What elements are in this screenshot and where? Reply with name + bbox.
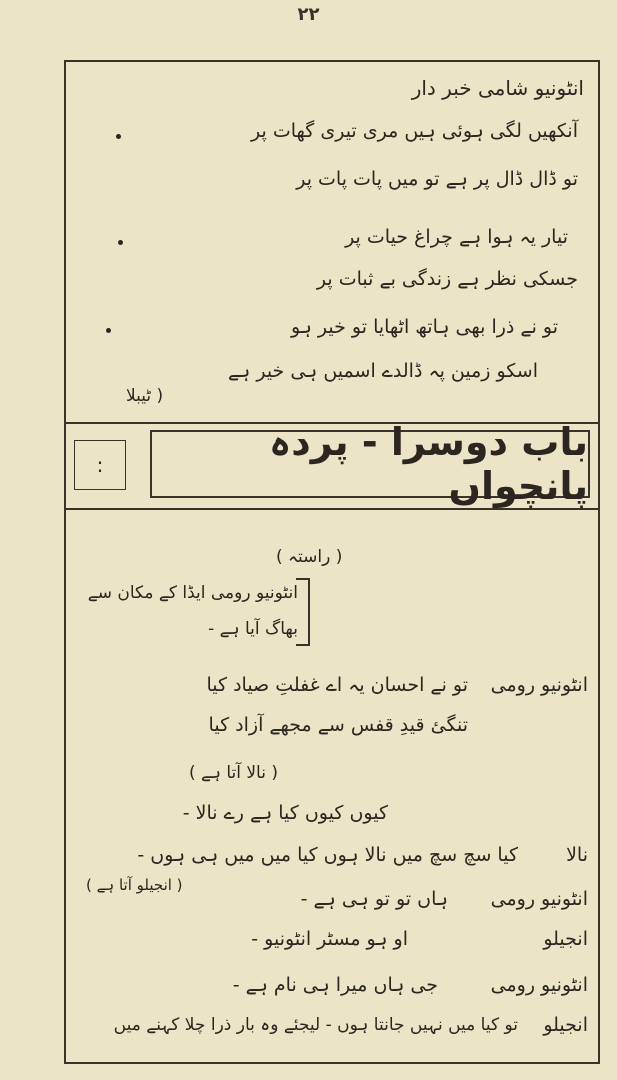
stage-bracket [296, 578, 310, 646]
dialogue-line: تنگئ قیدِ قفس سے مجھے آزاد کیا [208, 714, 468, 736]
dialogue-line: تو نے احسان یہ اے غفلتِ صیاد کیا [206, 674, 468, 696]
chapter-heading: باب دوسرا - پردہ پانچواں [150, 430, 590, 498]
bullet-dot-icon [116, 134, 121, 139]
stage-direction: ( نالا آتا ہے ) [188, 763, 278, 783]
stage-direction-1: انٹونیو رومی ایڈا کے مکان سے [87, 583, 298, 603]
dialogue-line: ہاں تو تو ہی ہے - [300, 888, 448, 910]
verse-note: ( ٹیبلا [126, 386, 164, 406]
speaker-name: انٹونیو رومی [490, 888, 588, 910]
bullet-dot-icon [106, 328, 111, 333]
verse-section [66, 62, 598, 424]
dialogue-line: کیا سچ سچ میں نالا ہوں کیا میں میں ہی ہوں - [137, 844, 518, 866]
verse-line-2: تو ڈال ڈال پر ہے تو میں پات پات پر [296, 168, 578, 190]
dialogue-line: تو کیا میں نہیں جانتا ہوں - لیجئے وہ بار ذرا چلا کہنے میں [113, 1015, 518, 1035]
verse-line-3: تیار یہ ہوا ہے چراغ حیات پر [345, 226, 568, 248]
page-frame [64, 60, 600, 1064]
speaker-name: انٹونیو رومی [490, 974, 588, 996]
verse-line-4: جسکی نظر ہے زندگی بے ثبات پر [316, 268, 578, 290]
dialogue-line: جی ہاں میرا ہی نام ہے - [232, 974, 438, 996]
stage-direction-2: بھاگ آیا ہے - [208, 619, 298, 639]
bullet-dot-icon [118, 240, 123, 245]
dialogue-line: او ہو مسٹر انٹونیو - [251, 928, 408, 950]
verse-line-6: اسکو زمین پہ ڈالدے اسمیں ہی خیر ہے [228, 360, 538, 382]
scene-label: ( راستہ ) [276, 547, 343, 567]
chapter-marker: : [74, 440, 126, 490]
dialogue-line: کیوں کیوں کیا ہے رے نالا - [182, 802, 388, 824]
speaker-name: نالا [566, 844, 588, 866]
chapter-heading-box [66, 420, 598, 510]
verse-line-5: تو نے ذرا بھی ہاتھ اٹھایا تو خیر ہو [290, 316, 558, 338]
section-title: انٹونیو شامی خبر دار [411, 76, 584, 100]
verse-line-1: آنکھیں لگی ہوئی ہیں مری تیری گھات پر [251, 120, 578, 142]
speaker-name: انجیلو [543, 928, 588, 950]
speaker-name: انجیلو [543, 1014, 588, 1036]
speaker-name: انٹونیو رومی [490, 674, 588, 696]
page-number: ۲۲ [297, 4, 320, 25]
stage-aside: ( انجیلو آتا ہے ) [86, 876, 183, 894]
